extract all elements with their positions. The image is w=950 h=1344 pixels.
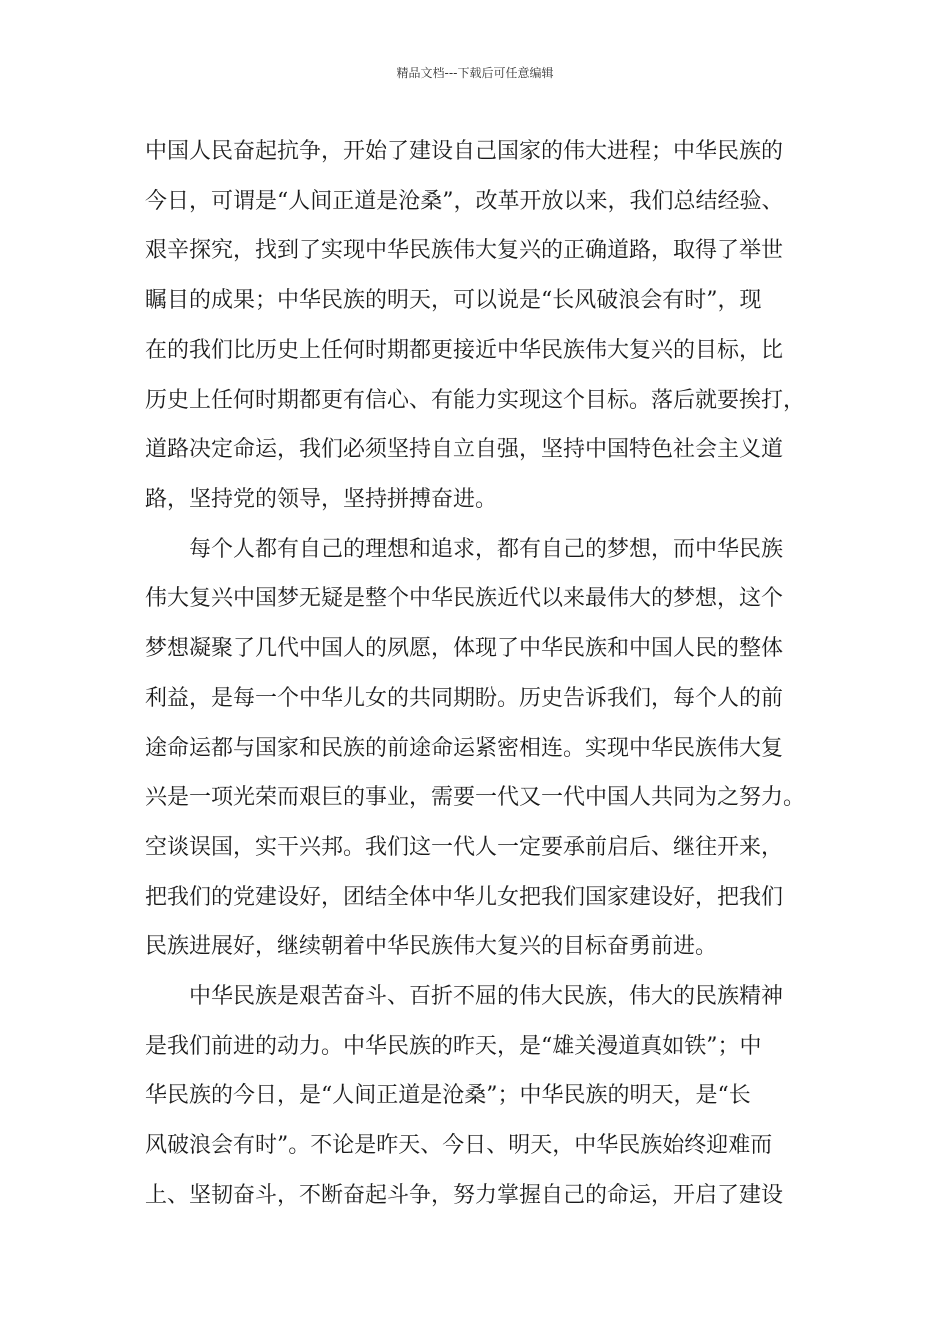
text-line: 把我们的党建设好，团结全体中华儿女把我们国家建设好，把我们 [145, 885, 784, 910]
text-line: 梦想凝聚了几代中国人的夙愿，体现了中华民族和中国人民的整体 [145, 636, 784, 661]
text-line: 途命运都与国家和民族的前途命运紧密相连。实现中华民族伟大复 [145, 736, 784, 761]
text-line: 今日，可谓是“人间正道是沧桑”，改革开放以来，我们总结经验、 [145, 189, 784, 214]
text-line: 华民族的今日，是“人间正道是沧桑”；中华民族的明天，是“长 [145, 1083, 751, 1108]
page-header: 精品文档---下载后可任意编辑 [396, 66, 554, 80]
text-line: 路，坚持党的领导，坚持拼搏奋进。 [145, 487, 498, 512]
paragraph-first-line: 中华民族是艰苦奋斗、百折不屈的伟大民族，伟大的民族精神 [189, 984, 784, 1009]
text-line: 上、坚韧奋斗，不断奋起斗争，努力掌握自己的命运，开启了建设 [145, 1183, 784, 1208]
text-line: 空谈误国，实干兴邦。我们这一代人一定要承前启后、继往开来， [145, 835, 784, 860]
paragraph-first-line: 每个人都有自己的理想和追求，都有自己的梦想，而中华民族 [189, 537, 784, 562]
text-line: 风破浪会有时”。不论是昨天、今日、明天，中华民族始终迎难而 [145, 1133, 773, 1158]
text-line: 中国人民奋起抗争，开始了建设自己国家的伟大进程；中华民族的 [145, 139, 784, 164]
text-line: 民族进展好，继续朝着中华民族伟大复兴的目标奋勇前进。 [145, 934, 718, 959]
text-line: 伟大复兴中国梦无疑是整个中华民族近代以来最伟大的梦想，这个 [145, 586, 784, 611]
text-line: 艰辛探究，找到了实现中华民族伟大复兴的正确道路，取得了举世 [145, 238, 784, 263]
text-line: 道路决定命运，我们必须坚持自立自强，坚持中国特色社会主义道 [145, 437, 784, 462]
text-line: 是我们前进的动力。中华民族的昨天，是“雄关漫道真如铁”；中 [145, 1034, 762, 1059]
text-line: 兴是一项光荣而艰巨的事业，需要一代又一代中国人共同为之努力。 [145, 785, 806, 810]
text-line: 瞩目的成果；中华民族的明天，可以说是“长风破浪会有时”，现 [145, 288, 762, 313]
text-line: 历史上任何时期都更有信心、有能力实现这个目标。落后就要挨打， [145, 388, 806, 413]
text-line: 在的我们比历史上任何时期都更接近中华民族伟大复兴的目标，比 [145, 338, 784, 363]
text-line: 利益，是每一个中华儿女的共同期盼。历史告诉我们，每个人的前 [145, 686, 784, 711]
